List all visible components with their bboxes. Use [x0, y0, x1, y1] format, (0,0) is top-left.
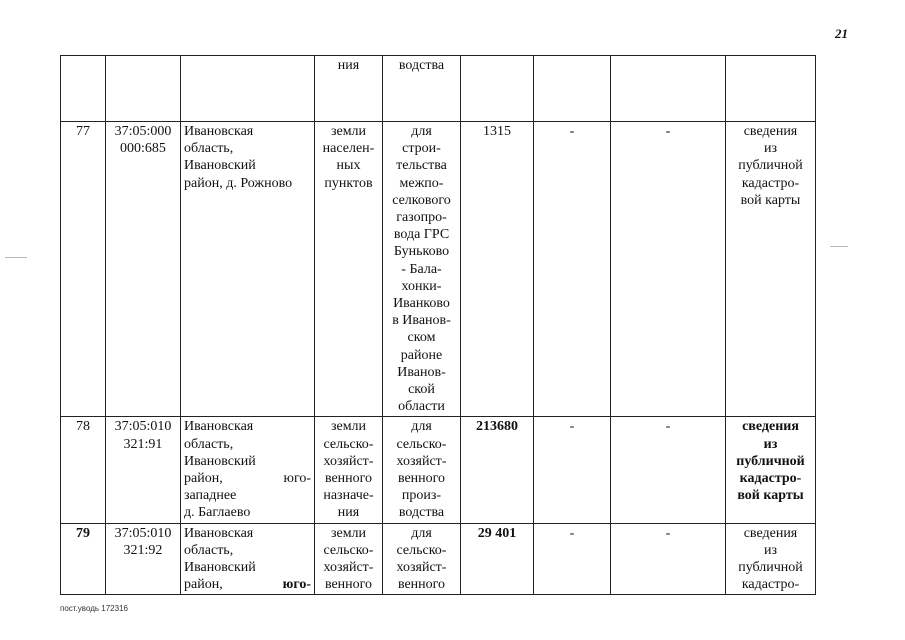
- cadastral-line: 321:92: [123, 542, 163, 558]
- table-row: [61, 523, 816, 595]
- source-line: кадастро-: [739, 471, 802, 487]
- category-line: хозяйст-: [323, 453, 374, 469]
- usage-line: районе: [400, 347, 443, 363]
- address-line: Ивановская: [184, 525, 254, 541]
- usage-line: сельско-: [396, 436, 447, 452]
- category-line: ния: [337, 505, 360, 521]
- usage-line: хозяйст-: [396, 453, 447, 469]
- column-8-value: -: [611, 122, 726, 417]
- address-line: [184, 576, 311, 593]
- category-line: ных: [336, 158, 361, 174]
- address-line: Ивановский: [184, 453, 256, 469]
- usage-line: Иванково: [393, 296, 450, 312]
- row-number: 79: [61, 523, 106, 595]
- usage-line: Буньково: [393, 244, 450, 260]
- category-line: назначе-: [323, 488, 374, 504]
- usage-line: Иванов-: [397, 364, 446, 380]
- permitted-use: [383, 417, 461, 523]
- header-usage-tail: водства: [383, 56, 461, 122]
- page-number: 21: [835, 26, 848, 41]
- usage-line: водства: [398, 505, 445, 521]
- category-line: сельско-: [323, 436, 374, 452]
- column-7-value: -: [534, 523, 611, 595]
- usage-line: тельства: [396, 158, 447, 174]
- address-line: Ивановский: [184, 158, 256, 174]
- address-line: район, д. Рожново: [184, 175, 293, 191]
- source-line: из: [763, 542, 778, 558]
- usage-line: для: [411, 124, 432, 139]
- address-line: область,: [184, 542, 234, 558]
- area: 29 401: [461, 523, 534, 595]
- category-line: хозяйст-: [323, 560, 374, 576]
- cadastral-number: [106, 417, 181, 523]
- cadastral-line: 321:91: [123, 436, 163, 452]
- area: 1315: [461, 122, 534, 417]
- source-line: вой карты: [740, 192, 801, 208]
- info-source: [726, 122, 816, 417]
- source-line: сведения: [742, 419, 799, 435]
- address-line: область,: [184, 141, 234, 157]
- column-8-value: -: [611, 417, 726, 523]
- usage-line: для: [411, 419, 432, 435]
- source-line: публичной: [738, 158, 803, 174]
- usage-line: хонки-: [401, 278, 442, 294]
- row-number: 78: [61, 417, 106, 523]
- usage-line: области: [398, 399, 445, 415]
- address-line-right: юго-: [282, 577, 311, 593]
- table-row: [61, 417, 816, 523]
- category-line: сельско-: [323, 542, 374, 558]
- source-line: публичной: [736, 453, 805, 469]
- usage-line: хозяйст-: [396, 560, 447, 576]
- permitted-use: [383, 122, 461, 417]
- source-line: вой карты: [737, 488, 804, 504]
- address-line: Ивановская: [184, 124, 254, 139]
- cadastral-number: [106, 523, 181, 595]
- address-line-left: район,: [184, 577, 223, 593]
- category-line: земли: [330, 124, 367, 139]
- address-line-right: юго-: [283, 471, 311, 487]
- land-category: [315, 122, 383, 417]
- source-line: из: [763, 436, 778, 452]
- category-line: земли: [330, 525, 367, 541]
- usage-line: ской: [408, 382, 435, 398]
- category-line: венного: [324, 577, 373, 593]
- usage-line: для: [411, 525, 432, 541]
- column-7-value: -: [534, 417, 611, 523]
- address: [181, 523, 315, 595]
- address-line: Ивановский: [184, 560, 256, 576]
- land-category: [315, 417, 383, 523]
- category-line: населен-: [322, 141, 375, 157]
- category-line: венного: [324, 471, 373, 487]
- address: [181, 122, 315, 417]
- area: 213680: [461, 417, 534, 523]
- usage-line: межпо-: [399, 175, 444, 191]
- source-line: публичной: [738, 560, 803, 576]
- usage-line: сельско-: [396, 542, 447, 558]
- info-source: [726, 417, 816, 523]
- address-line: [184, 470, 311, 487]
- cadastral-line: 000:685: [120, 141, 166, 157]
- address-line: Ивановская: [184, 419, 254, 435]
- usage-line: ском: [407, 330, 436, 346]
- land-plot-register-table: [60, 55, 816, 595]
- address-line-left: район,: [184, 471, 223, 487]
- column-7-value: -: [534, 122, 611, 417]
- cadastral-number: [106, 122, 181, 417]
- address-line: д. Баглаево: [184, 505, 251, 521]
- category-line: пунктов: [324, 175, 373, 191]
- usage-line: венного: [397, 471, 446, 487]
- usage-line: строи-: [402, 141, 441, 157]
- scan-artifact-line: [830, 246, 848, 247]
- column-8-value: -: [611, 523, 726, 595]
- category-line: земли: [330, 419, 367, 435]
- cadastral-line: 37:05:010: [114, 525, 172, 541]
- header-category-tail: ния: [315, 56, 383, 122]
- usage-line: в Иванов-: [392, 313, 451, 329]
- row-number: 77: [61, 122, 106, 417]
- land-category: [315, 523, 383, 595]
- source-line: из: [763, 141, 778, 157]
- cadastral-line: 37:05:010: [114, 419, 172, 435]
- cadastral-line: 37:05:000: [114, 124, 172, 139]
- usage-line: газопро-: [396, 210, 447, 226]
- source-line: сведения: [743, 124, 798, 139]
- usage-line: вода ГРС: [393, 227, 450, 243]
- table-row: [61, 122, 816, 417]
- source-line: сведения: [743, 525, 798, 541]
- address-line: западнее: [184, 488, 237, 504]
- source-line: кадастро-: [741, 175, 800, 191]
- usage-line: произ-: [401, 488, 442, 504]
- footer-note: пост.уводь 172316: [60, 604, 128, 613]
- info-source: [726, 523, 816, 595]
- address: [181, 417, 315, 523]
- usage-line: венного: [397, 577, 446, 593]
- usage-line: - Бала-: [401, 261, 442, 277]
- header-continuation-row: [61, 56, 816, 122]
- address-line: область,: [184, 436, 234, 452]
- usage-line: селкового: [392, 192, 451, 208]
- permitted-use: [383, 523, 461, 595]
- scan-artifact-line: [5, 257, 27, 258]
- source-line: кадастро-: [741, 577, 800, 593]
